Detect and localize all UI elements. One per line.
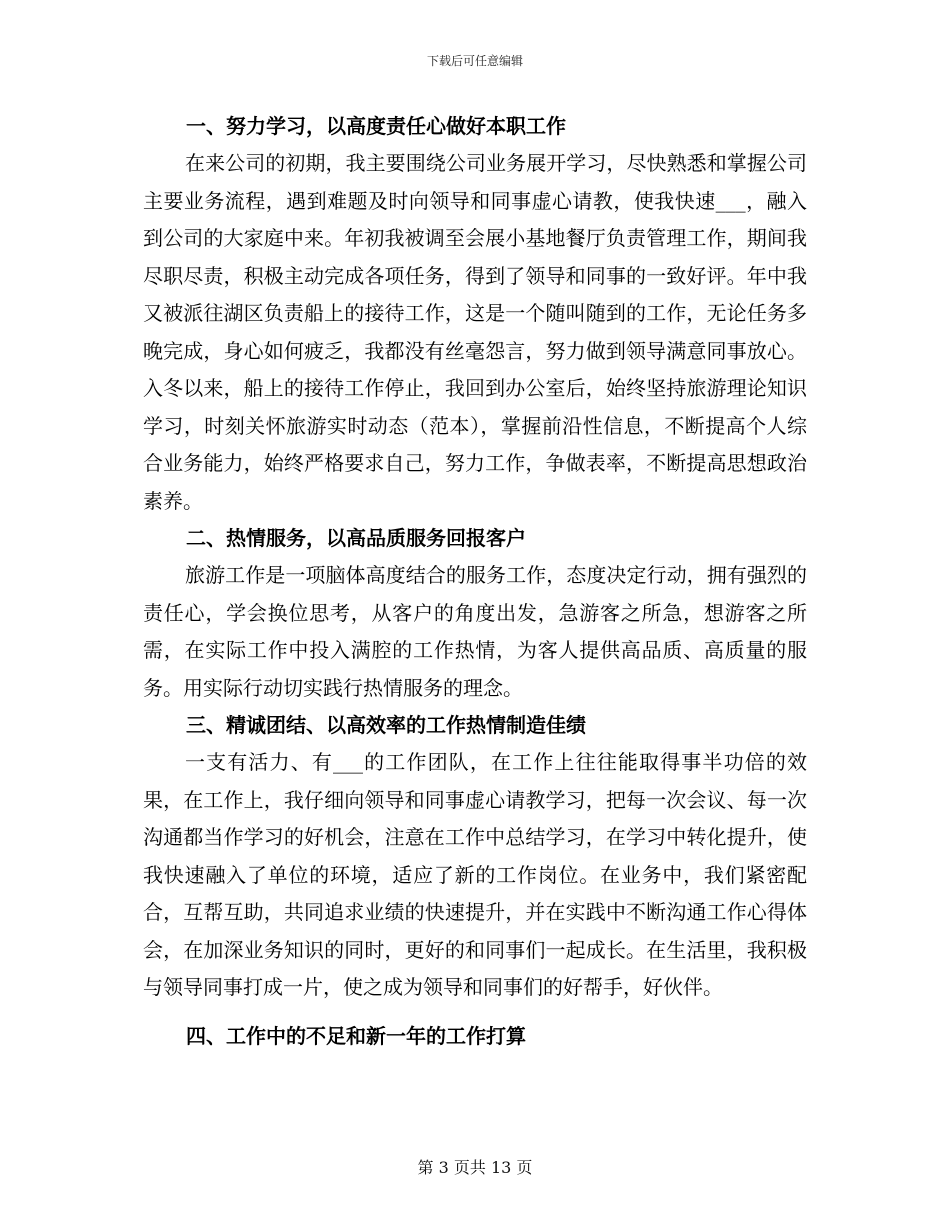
section-heading-3: 三、精诚团结、以高效率的工作热情制造佳绩 <box>186 713 586 737</box>
section-heading-2: 二、热情服务，以高品质服务回报客户 <box>186 526 526 550</box>
header-note: 下载后可任意编辑 <box>426 54 523 68</box>
section-paragraph-3: 一支有活力、有___的工作团队，在工作上往往能取得事半功倍的效果，在工作上，我仔细向领导和同事虚心请教学习，把每一次会议、每一次沟通都当作学习的好机会，注意在工作中总结学习，在学习中转化提升，使我快速融入了单位的环境，适应了新的工作岗位。在业务中，我们紧密配合，互帮互助，共同追求业绩的快速提升，并在实践中不断沟通工作心得体会，在加深业务知识的同时，更好的和同事们一起成长。在生活里，我积极与领导同事打成一片，使之成为领导和同事们的好帮手，好伙伴。 <box>143 750 807 999</box>
section-paragraph-2: 旅游工作是一项脑体高度结合的服务工作，态度决定行动，拥有强烈的责任心，学会换位思考，从客户的角度出发，急游客之所急，想游客之所需，在实际工作中投入满腔的工作热情，为客人提供高品质、高质量的服务。用实际行动切实践行热情服务的理念。 <box>143 563 807 700</box>
section-heading-1: 一、努力学习，以高度责任心做好本职工作 <box>186 114 566 138</box>
section-heading-4: 四、工作中的不足和新一年的工作打算 <box>186 1023 526 1048</box>
section-paragraph-1: 在来公司的初期，我主要围绕公司业务展开学习，尽快熟悉和掌握公司主要业务流程，遇到难题及时向领导和同事虚心请教，使我快速___，融入到公司的大家庭中来。年初我被调至会展小基地餐厅负责管理工作，期间我尽职尽责，积极主动完成各项任务，得到了领导和同事的一致好评。年中我又被派往湖区负责船上的接待工作，这是一个随叫随到的工作，无论任务多晚完成，身心如何疲乏，我都没有丝毫怨言，努力做到领导满意同事放心。入冬以来，船上的接待工作停止，我回到办公室后，始终坚持旅游理论知识学习，时刻关怀旅游实时动态（范本），掌握前沿性信息，不断提高个人综合业务能力，始终严格要求自己，努力工作，争做表率，不断提高思想政治素养。 <box>143 151 807 513</box>
page-number: 第 3 页共 13 页 <box>417 1158 533 1177</box>
document-body <box>143 108 807 1055</box>
